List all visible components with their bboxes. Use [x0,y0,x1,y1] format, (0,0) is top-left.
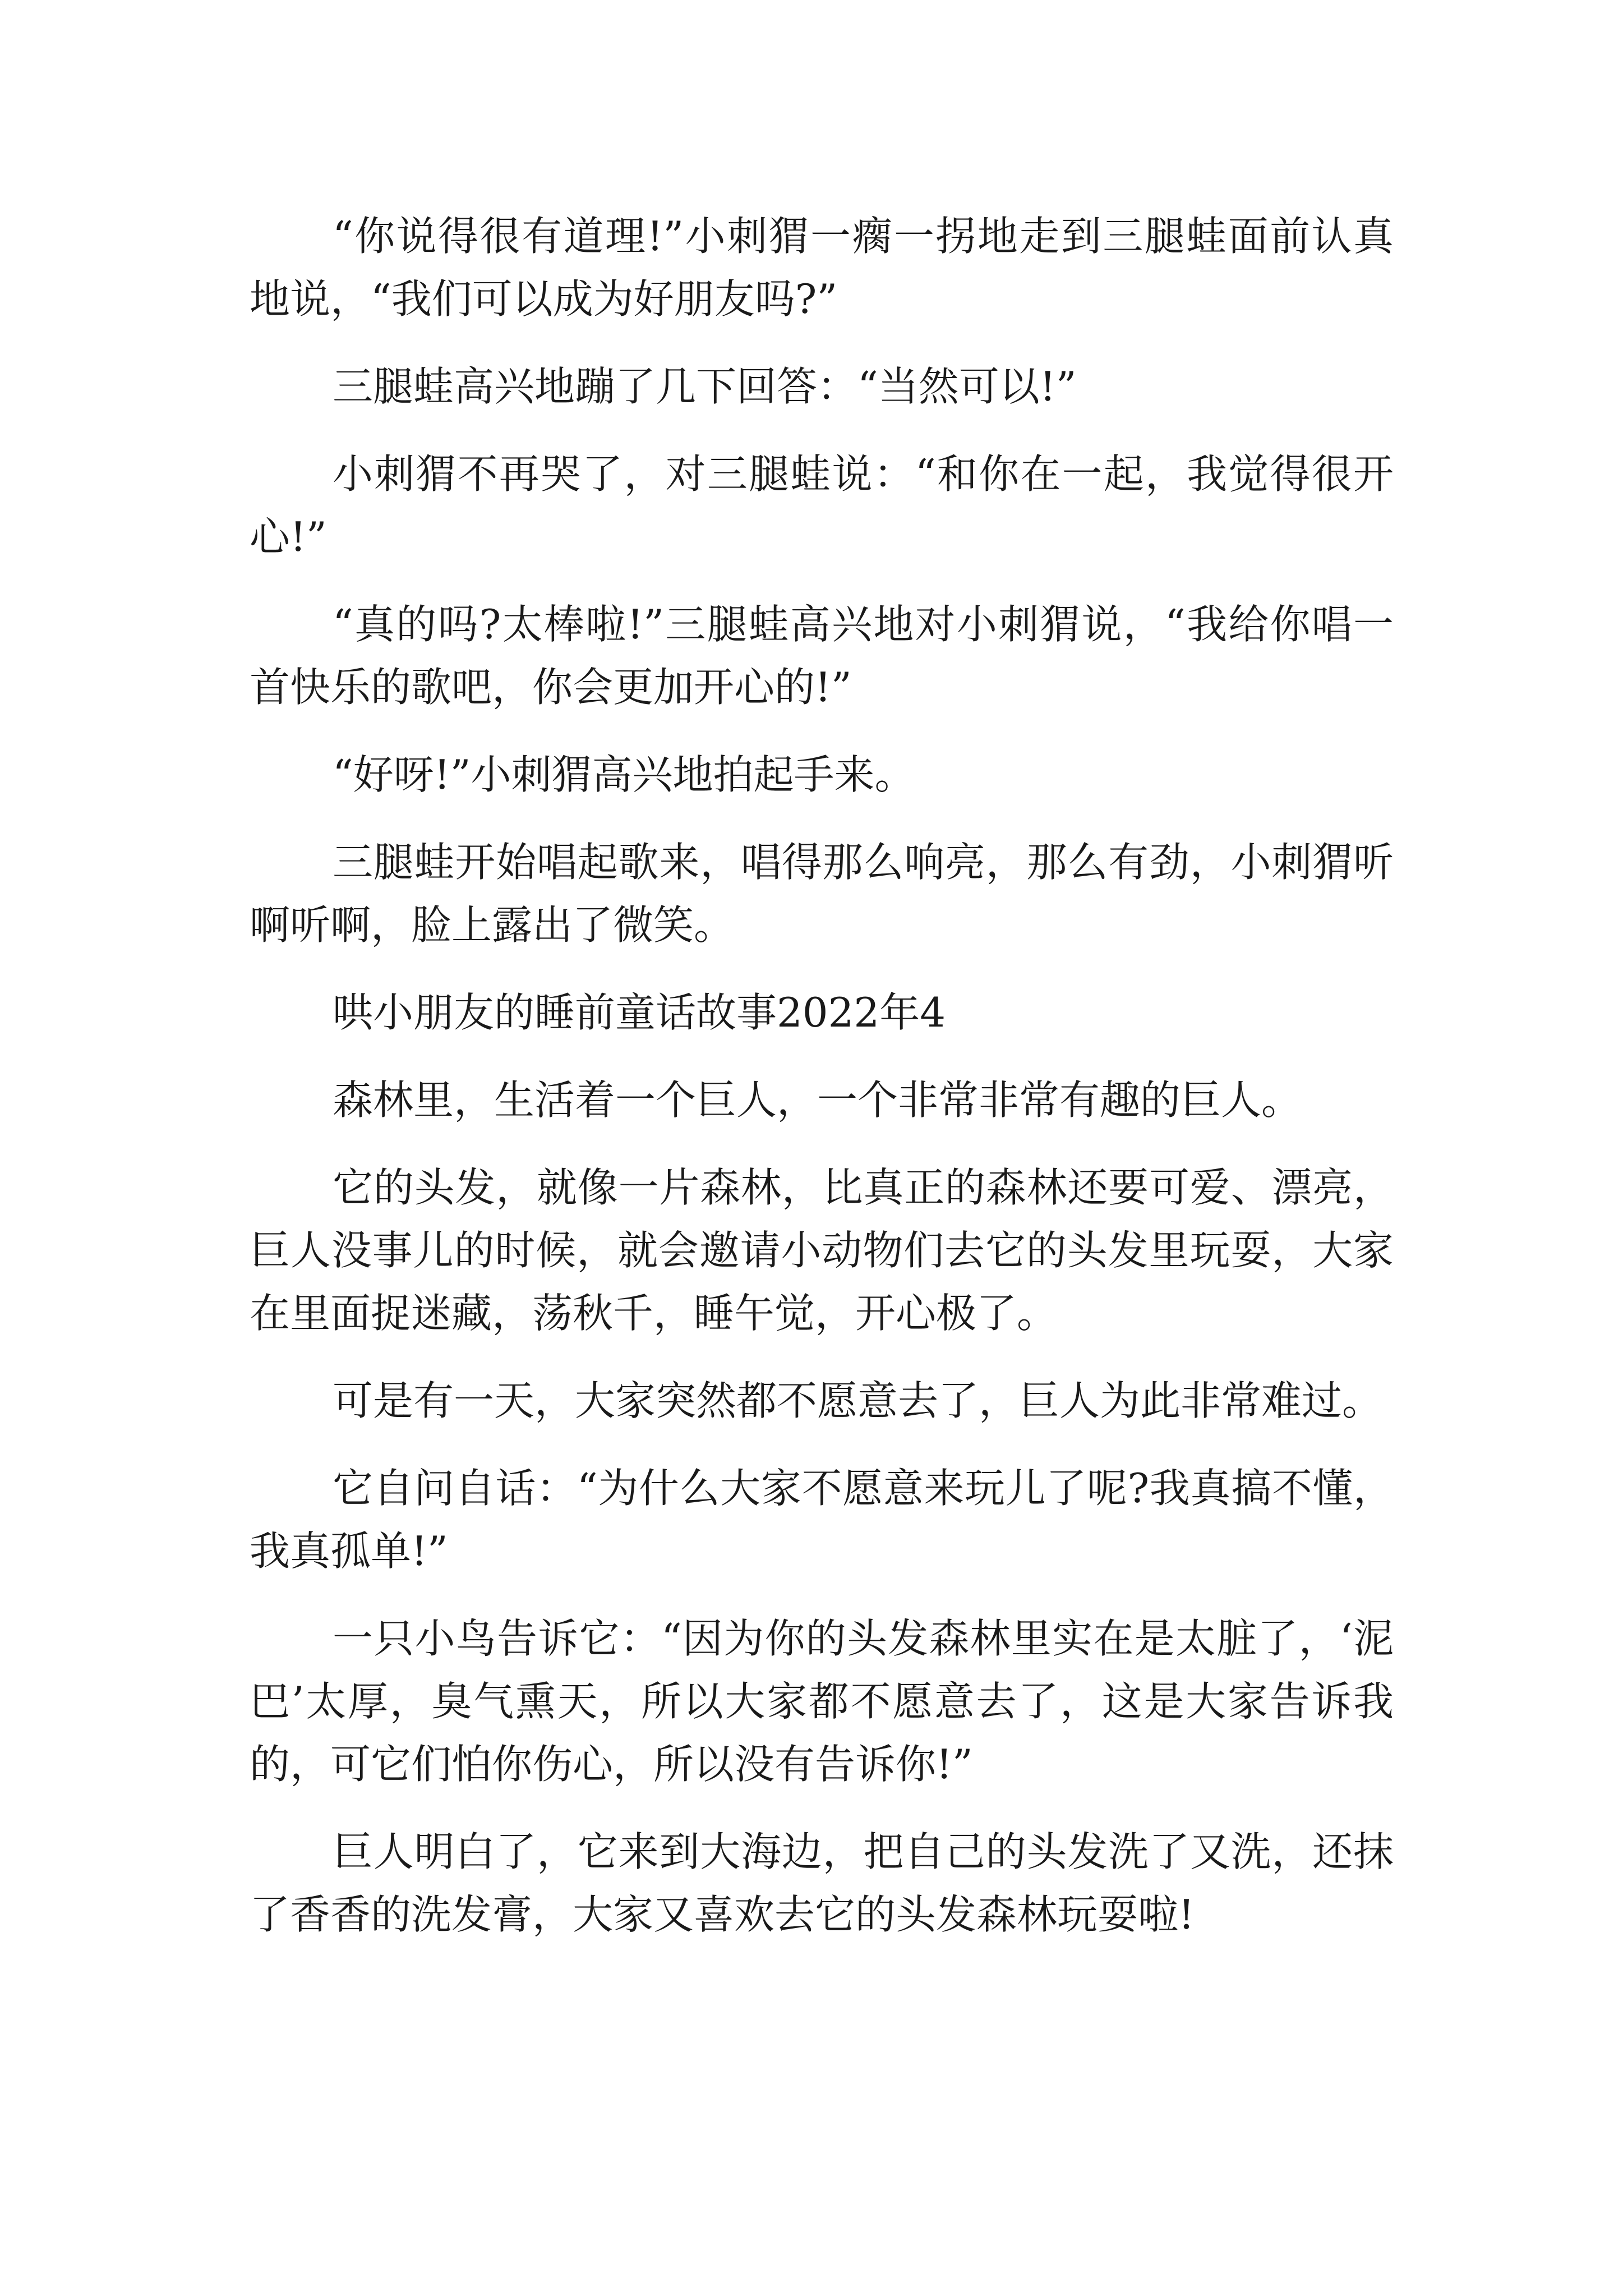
paragraph-5: “好呀!”小刺猬高兴地拍起手来。 [333,751,915,798]
paragraph-8: 森林里，生活着一个巨人，一个非常非常有趣的巨人。 [333,1076,1302,1124]
story-title: 哄小朋友的睡前童话故事2022年4 [333,989,946,1036]
paragraph-2: 三腿蛙高兴地蹦了几下回答：“当然可以!” [333,363,1077,410]
paragraph-12: 一只小鸟告诉它：“因为你的头发森林里实在是太脏了，‘泥巴’太厚，臭气熏天，所以大家都不愿意去了，这是大家告诉我的，可它们怕你伤心，所以没有告诉你!” [250,1615,1394,1788]
paragraph-6: 三腿蛙开始唱起歌来，唱得那么响亮，那么有劲，小刺猬听啊听啊，脸上露出了微笑。 [250,839,1394,949]
paragraph-9: 它的头发，就像一片森林，比真正的森林还要可爱、漂亮，巨人没事儿的时候，就会邀请小动物们去它的头发里玩耍，大家在里面捉迷藏，荡秋千，睡午觉，开心极了。 [250,1164,1394,1337]
document-body [250,205,1394,1971]
paragraph-11: 它自问自话：“为什么大家不愿意来玩儿了呢?我真搞不懂，我真孤单!” [250,1465,1394,1575]
paragraph-3: 小刺猬不再哭了，对三腿蛙说：“和你在一起，我觉得很开心!” [250,450,1394,560]
paragraph-4: “真的吗?太棒啦!”三腿蛙高兴地对小刺猬说，“我给你唱一首快乐的歌吧，你会更加开心的!” [250,601,1394,711]
paragraph-13: 巨人明白了，它来到大海边，把自己的头发洗了又洗，还抹了香香的洗发膏，大家又喜欢去它的头发森林玩耍啦! [250,1828,1394,1938]
paragraph-1: “你说得很有道理!”小刺猬一瘸一拐地走到三腿蛙面前认真地说，“我们可以成为好朋友吗?” [250,213,1394,323]
paragraph-10: 可是有一天，大家突然都不愿意去了，巨人为此非常难过。 [333,1377,1383,1424]
